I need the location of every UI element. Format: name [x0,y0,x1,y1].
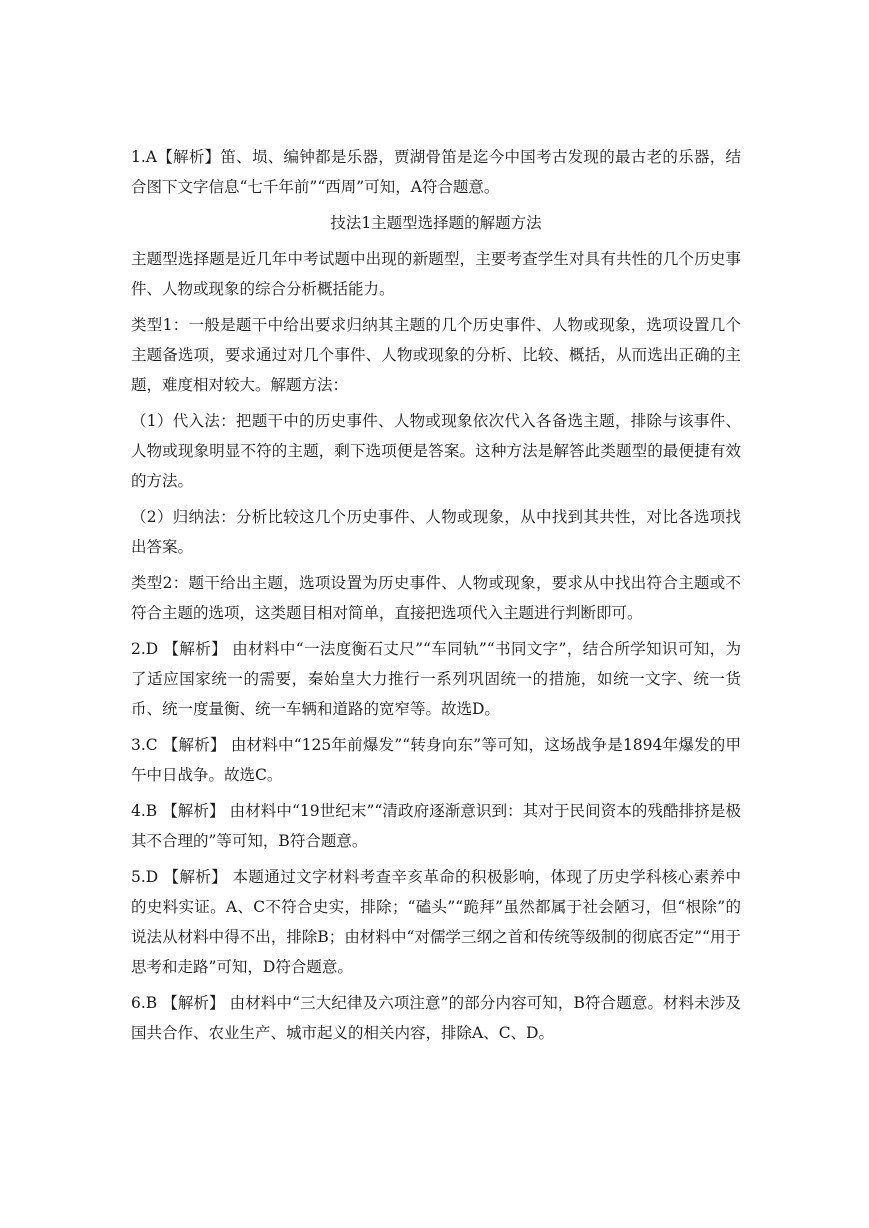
answer-1-paragraph: 1.A【解析】笛、埙、编钟都是乐器，贾湖骨笛是迄今中国考古发现的最古老的乐器，结合图下文字信息“七千年前”“西周”可知，A符合题意。 [131,148,741,196]
type-2-paragraph: 类型2：题干给出主题，选项设置为历史事件、人物或现象，要求从中找出符合主题或不符合主题的选项，这类题目相对简单，直接把选项代入主题进行判断即可。 [131,574,741,622]
intro-paragraph: 主题型选择题是近几年中考试题中出现的新题型，主要考查学生对具有共性的几个历史事件、人物或现象的综合分析概括能力。 [131,250,741,298]
answer-6-paragraph: 6.B 【解析】 由材料中“三大纪律及六项注意”的部分内容可知，B符合题意。材料未涉及国共合作、农业生产、城市起义的相关内容，排除A、C、D。 [131,994,741,1042]
answer-5-paragraph: 5.D 【解析】 本题通过文字材料考查辛亥革命的积极影响，体现了历史学科核心素养中的史料实证。A、C不符合史实，排除；“磕头”“跪拜”虽然都属于社会陋习，但“根除”的说法从材料中得不出，排除B；由材料中“对儒学三纲之首和传统等级制的彻底否定”“用于思考和走路”可知，D符合题意。 [131,868,741,976]
method-2-paragraph: （2）归纳法：分析比较这几个历史事件、人物或现象，从中找到其共性，对比各选项找出答案。 [131,508,741,556]
section-title: 技法1主题型选择题的解题方法 [330,214,542,232]
answer-4-paragraph: 4.B 【解析】 由材料中“19世纪末”“清政府逐渐意识到：其对于民间资本的残酷排挤是极其不合理的”等可知，B符合题意。 [131,802,741,850]
type-1-paragraph: 类型1：一般是题干中给出要求归纳其主题的几个历史事件、人物或现象，选项设置几个主题备选项，要求通过对几个事件、人物或现象的分析、比较、概括，从而选出正确的主题，难度相对较大。解题方法： [131,316,741,394]
answer-3-paragraph: 3.C 【解析】 由材料中“125年前爆发”“转身向东”等可知，这场战争是1894年爆发的甲午中日战争。故选C。 [131,736,741,784]
method-1-paragraph: （1）代入法：把题干中的历史事件、人物或现象依次代入各备选主题，排除与该事件、人物或现象明显不符的主题，剩下选项便是答案。这种方法是解答此类题型的最便捷有效的方法。 [131,412,741,490]
document-page [131,142,741,1054]
answer-2-paragraph: 2.D 【解析】 由材料中“一法度衡石丈尺”“车同轨”“书同文字”，结合所学知识可知，为了适应国家统一的需要，秦始皇大力推行一系列巩固统一的措施，如统一文字、统一货币、统一度量衡、统一车辆和道路的宽窄等。故选D。 [131,640,741,718]
